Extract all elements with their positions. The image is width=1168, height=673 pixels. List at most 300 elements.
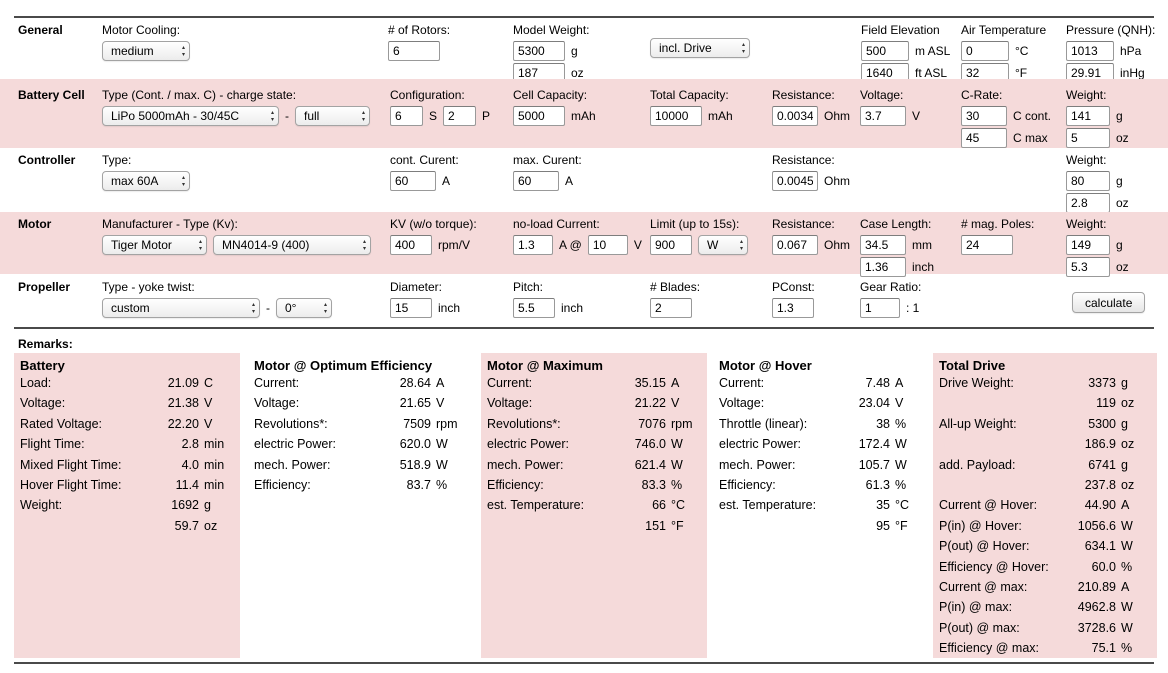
section-title-controller: Controller bbox=[18, 153, 76, 167]
cont-current-field bbox=[390, 153, 459, 191]
rotors-field bbox=[388, 23, 450, 61]
pitch-label: Pitch: bbox=[513, 280, 544, 294]
result-value: 11.4 bbox=[175, 477, 199, 492]
max-current-input[interactable] bbox=[513, 171, 559, 191]
cont-current-label: cont. Curent: bbox=[390, 153, 459, 167]
total-capacity-label: Total Capacity: bbox=[650, 88, 729, 102]
motor-hover-results-title: Motor @ Hover bbox=[719, 358, 812, 373]
result-unit: V bbox=[895, 396, 904, 411]
result-row bbox=[939, 580, 1149, 600]
controller-row bbox=[0, 148, 1168, 212]
battery-type-select[interactable] bbox=[102, 106, 279, 126]
result-unit: A bbox=[671, 376, 680, 390]
result-value: 210.89 bbox=[1077, 579, 1116, 594]
motor-brand-value: Tiger Motor bbox=[111, 237, 172, 252]
battery-weight-oz-input[interactable] bbox=[1066, 128, 1110, 148]
cont-current-input[interactable] bbox=[390, 171, 436, 191]
result-unit: % bbox=[895, 416, 907, 431]
rotors-label: # of Rotors: bbox=[388, 23, 451, 37]
result-value: 5300 bbox=[1088, 416, 1116, 431]
battery-resistance-input[interactable] bbox=[772, 106, 818, 126]
propeller-row bbox=[0, 274, 1168, 326]
result-row bbox=[254, 417, 464, 437]
air-temperature-f-unit: °F bbox=[1015, 65, 1028, 80]
result-row bbox=[20, 376, 232, 396]
result-row bbox=[487, 519, 699, 539]
result-unit: W bbox=[1121, 600, 1133, 615]
battery-resistance-field bbox=[772, 88, 850, 126]
motor-cooling-value: medium bbox=[111, 43, 154, 58]
total-drive-results-column bbox=[933, 353, 1157, 658]
result-value: 83.3 bbox=[641, 477, 666, 492]
kv-unit: rpm/V bbox=[438, 237, 471, 252]
pconst-field bbox=[772, 280, 815, 318]
battery-results-column bbox=[14, 353, 240, 658]
result-value: 28.64 bbox=[399, 376, 431, 390]
result-unit: V bbox=[204, 396, 213, 411]
result-unit: rpm bbox=[436, 416, 458, 431]
air-temperature-c-input[interactable] bbox=[961, 41, 1009, 61]
field-elevation-label: Field Elevation bbox=[861, 23, 940, 37]
result-row bbox=[939, 498, 1149, 518]
model-weight-g-unit: g bbox=[571, 43, 578, 58]
result-row bbox=[20, 478, 232, 498]
controller-resistance-input[interactable] bbox=[772, 171, 818, 191]
result-row bbox=[939, 600, 1149, 620]
pitch-unit: inch bbox=[561, 300, 584, 315]
blades-field bbox=[650, 280, 700, 318]
result-row bbox=[939, 437, 1149, 457]
result-unit: A bbox=[1121, 498, 1130, 513]
result-label: P(out) @ max: bbox=[939, 620, 1020, 635]
select-stepper-icon: ▴ ▾ bbox=[181, 44, 185, 58]
c-rate-max-input[interactable] bbox=[961, 128, 1007, 148]
result-unit: % bbox=[895, 477, 907, 492]
result-label: Voltage: bbox=[719, 396, 765, 411]
pressure-hpa-unit: hPa bbox=[1120, 43, 1142, 58]
result-row bbox=[719, 498, 923, 518]
motor-maximum-results-title: Motor @ Maximum bbox=[487, 358, 603, 373]
total-capacity-input[interactable] bbox=[650, 106, 702, 126]
no-load-volts-input[interactable] bbox=[588, 235, 628, 255]
field-elevation-m-input[interactable] bbox=[861, 41, 909, 61]
motor-weight-oz-unit: oz bbox=[1116, 259, 1129, 274]
no-load-amps-input[interactable] bbox=[513, 235, 553, 255]
configuration-s-unit: S bbox=[429, 108, 438, 123]
result-row bbox=[939, 621, 1149, 641]
result-row bbox=[254, 478, 464, 498]
result-unit: W bbox=[671, 437, 683, 452]
max-current-label: max. Curent: bbox=[513, 153, 582, 167]
yoke-twist-select[interactable] bbox=[276, 298, 332, 318]
result-value: 105.7 bbox=[858, 457, 890, 472]
air-temperature-label: Air Temperature bbox=[961, 23, 1047, 37]
select-stepper-icon: ▴ ▾ bbox=[270, 109, 274, 123]
configuration-field bbox=[390, 88, 490, 126]
battery-weight-field bbox=[1066, 88, 1129, 148]
yoke-twist-value: 0° bbox=[285, 300, 297, 315]
battery-cell-row bbox=[0, 79, 1168, 148]
result-label: Efficiency @ Hover: bbox=[939, 559, 1049, 574]
configuration-p-input[interactable] bbox=[443, 106, 476, 126]
result-value: 23.04 bbox=[858, 396, 890, 411]
result-unit: min bbox=[204, 437, 225, 452]
result-value: 7509 bbox=[403, 416, 431, 431]
result-label: Efficiency @ max: bbox=[939, 641, 1039, 656]
result-value: 66 bbox=[652, 498, 666, 513]
result-value: 59.7 bbox=[174, 518, 199, 533]
blades-label: # Blades: bbox=[650, 280, 701, 294]
diameter-label: Diameter: bbox=[390, 280, 443, 294]
result-row bbox=[939, 560, 1149, 580]
motor-resistance-field bbox=[772, 217, 850, 255]
drive-incl-value: incl. Drive bbox=[659, 40, 712, 55]
motor-resistance-label: Resistance: bbox=[772, 217, 835, 231]
result-value: 95 bbox=[876, 518, 890, 533]
motor-resistance-unit: Ohm bbox=[824, 237, 851, 252]
battery-voltage-input[interactable] bbox=[860, 106, 906, 126]
rotors-input[interactable] bbox=[388, 41, 440, 61]
motor-maximum-results-rows bbox=[487, 376, 699, 539]
configuration-label: Configuration: bbox=[390, 88, 465, 102]
result-value: 634.1 bbox=[1084, 539, 1116, 554]
battery-type-dash: - bbox=[285, 108, 289, 123]
result-unit: min bbox=[204, 477, 225, 492]
motor-model-value: MN4014-9 (400) bbox=[222, 237, 310, 252]
c-rate-field bbox=[961, 88, 1051, 148]
case-length-field bbox=[860, 217, 934, 277]
battery-type-value: LiPo 5000mAh - 30/45C bbox=[111, 108, 240, 123]
cell-capacity-input[interactable] bbox=[513, 106, 565, 126]
result-unit: W bbox=[895, 457, 907, 472]
result-value: 75.1 bbox=[1091, 641, 1116, 656]
result-value: 21.09 bbox=[167, 376, 199, 390]
result-label: Revolutions*: bbox=[254, 416, 328, 431]
pressure-inhg-unit: inHg bbox=[1120, 65, 1145, 80]
result-label: Weight: bbox=[20, 498, 63, 513]
drive-incl-select[interactable] bbox=[650, 38, 750, 58]
battery-results-rows bbox=[20, 376, 232, 539]
propeller-type-value: custom bbox=[111, 300, 150, 315]
result-row bbox=[254, 458, 464, 478]
pitch-field bbox=[513, 280, 583, 318]
result-label: Drive Weight: bbox=[939, 376, 1014, 390]
result-value: 7076 bbox=[638, 416, 666, 431]
result-label: mech. Power: bbox=[254, 457, 331, 472]
result-value: 83.7 bbox=[406, 477, 431, 492]
section-title-propeller: Propeller bbox=[18, 280, 71, 294]
result-unit: C bbox=[204, 376, 214, 390]
motor-weight-g-input[interactable] bbox=[1066, 235, 1110, 255]
result-row bbox=[20, 417, 232, 437]
result-label: Current @ max: bbox=[939, 579, 1028, 594]
result-label: Flight Time: bbox=[20, 437, 85, 452]
mag-poles-label: # mag. Poles: bbox=[961, 217, 1035, 231]
result-row bbox=[254, 437, 464, 457]
cont-current-unit: A bbox=[442, 173, 451, 188]
cell-capacity-unit: mAh bbox=[571, 108, 596, 123]
case-length-mm-unit: mm bbox=[912, 237, 932, 252]
diameter-input[interactable] bbox=[390, 298, 432, 318]
propeller-type-field bbox=[102, 280, 332, 318]
select-stepper-icon: ▴ ▾ bbox=[739, 238, 743, 252]
result-row bbox=[487, 396, 699, 416]
mag-poles-input[interactable] bbox=[961, 235, 1013, 255]
result-value: 21.38 bbox=[167, 396, 199, 411]
result-unit: oz bbox=[1121, 437, 1135, 452]
configuration-s-input[interactable] bbox=[390, 106, 423, 126]
bottom-separator bbox=[14, 662, 1154, 664]
field-elevation-m-unit: m ASL bbox=[915, 43, 951, 58]
controller-type-select[interactable] bbox=[102, 171, 190, 191]
motor-resistance-input[interactable] bbox=[772, 235, 818, 255]
result-label: Rated Voltage: bbox=[20, 416, 103, 431]
result-row bbox=[939, 417, 1149, 437]
cell-capacity-field bbox=[513, 88, 596, 126]
result-label: Efficiency: bbox=[487, 477, 544, 492]
result-row bbox=[719, 437, 923, 457]
gear-ratio-input[interactable] bbox=[860, 298, 900, 318]
c-rate-cont-unit: C cont. bbox=[1013, 108, 1052, 123]
battery-weight-oz-unit: oz bbox=[1116, 130, 1129, 145]
charge-state-select[interactable] bbox=[295, 106, 370, 126]
result-unit: W bbox=[1121, 539, 1133, 554]
calculate-field bbox=[1072, 292, 1145, 313]
kv-label: KV (w/o torque): bbox=[390, 217, 477, 231]
section-title-battery-cell: Battery Cell bbox=[18, 88, 85, 102]
result-label: mech. Power: bbox=[719, 457, 796, 472]
result-row bbox=[719, 519, 923, 539]
motor-hover-results-column bbox=[713, 353, 931, 658]
result-row bbox=[20, 498, 232, 518]
max-current-unit: A bbox=[565, 173, 574, 188]
battery-type-field bbox=[102, 88, 370, 126]
result-label: Voltage: bbox=[487, 396, 533, 411]
result-label: Current @ Hover: bbox=[939, 498, 1038, 513]
middle-separator bbox=[14, 327, 1154, 329]
result-label: All-up Weight: bbox=[939, 416, 1017, 431]
motor-brand-select[interactable] bbox=[102, 235, 207, 255]
field-elevation-field bbox=[861, 23, 950, 83]
result-unit: W bbox=[436, 457, 448, 472]
field-elevation-ft-unit: ft ASL bbox=[915, 65, 948, 80]
no-load-mid-label: A @ bbox=[559, 237, 582, 252]
result-row bbox=[487, 498, 699, 518]
no-load-volts-unit: V bbox=[633, 237, 642, 252]
controller-weight-oz-input[interactable] bbox=[1066, 193, 1110, 213]
result-value: 21.22 bbox=[634, 396, 666, 411]
result-label: Throttle (linear): bbox=[719, 416, 808, 431]
result-label: Efficiency: bbox=[719, 477, 776, 492]
result-row bbox=[939, 519, 1149, 539]
motor-weight-field bbox=[1066, 217, 1129, 277]
battery-weight-g-unit: g bbox=[1116, 108, 1123, 123]
result-label: Voltage: bbox=[20, 396, 66, 411]
result-unit: % bbox=[1121, 641, 1133, 656]
result-row bbox=[939, 641, 1149, 661]
limit-unit-select[interactable] bbox=[698, 235, 748, 255]
result-unit: W bbox=[671, 457, 683, 472]
battery-weight-g-input[interactable] bbox=[1066, 106, 1110, 126]
air-temperature-c-unit: °C bbox=[1015, 43, 1029, 58]
result-unit: V bbox=[436, 396, 445, 411]
motor-maximum-results-column bbox=[481, 353, 707, 658]
result-value: 3373 bbox=[1088, 376, 1116, 390]
result-unit: min bbox=[204, 457, 225, 472]
total-drive-results-title: Total Drive bbox=[939, 358, 1006, 373]
result-value: 7.48 bbox=[865, 376, 890, 390]
controller-weight-g-unit: g bbox=[1116, 173, 1123, 188]
total-capacity-unit: mAh bbox=[708, 108, 733, 123]
motor-optimum-results-rows bbox=[254, 376, 464, 498]
select-stepper-icon: ▴ ▾ bbox=[251, 301, 255, 315]
result-unit: W bbox=[436, 437, 448, 452]
result-unit: A bbox=[895, 376, 904, 390]
result-label: P(in) @ max: bbox=[939, 600, 1013, 615]
motor-manufacturer-field bbox=[102, 217, 371, 255]
no-load-current-label: no-load Current: bbox=[513, 217, 600, 231]
motor-optimum-results-column bbox=[248, 353, 472, 658]
limit-input[interactable] bbox=[650, 235, 692, 255]
select-stepper-icon: ▴ ▾ bbox=[361, 109, 365, 123]
section-title-general: General bbox=[18, 23, 63, 37]
result-row bbox=[20, 396, 232, 416]
result-unit: A bbox=[1121, 579, 1130, 594]
result-row bbox=[20, 437, 232, 457]
result-value: 38 bbox=[876, 416, 890, 431]
diameter-field bbox=[390, 280, 460, 318]
result-unit: % bbox=[436, 477, 448, 492]
cell-capacity-label: Cell Capacity: bbox=[513, 88, 588, 102]
result-label: P(in) @ Hover: bbox=[939, 518, 1022, 533]
select-stepper-icon: ▴ ▾ bbox=[741, 41, 745, 55]
result-row bbox=[487, 437, 699, 457]
motor-model-select[interactable] bbox=[213, 235, 371, 255]
result-value: 60.0 bbox=[1091, 559, 1116, 574]
limit-field bbox=[650, 217, 748, 255]
drive-incl-field bbox=[650, 37, 750, 58]
result-label: est. Temperature: bbox=[487, 498, 585, 513]
battery-resistance-unit: Ohm bbox=[824, 108, 851, 123]
case-length-mm-input[interactable] bbox=[860, 235, 906, 255]
remarks-label: Remarks: bbox=[18, 337, 73, 351]
mag-poles-field bbox=[961, 217, 1034, 255]
battery-weight-label: Weight: bbox=[1066, 88, 1107, 102]
battery-voltage-label: Voltage: bbox=[860, 88, 904, 102]
result-value: 186.9 bbox=[1084, 437, 1116, 452]
result-row bbox=[939, 396, 1149, 416]
result-value: 3728.6 bbox=[1077, 620, 1116, 635]
result-value: 172.4 bbox=[858, 437, 890, 452]
result-row bbox=[487, 417, 699, 437]
propeller-type-select[interactable] bbox=[102, 298, 260, 318]
select-stepper-icon: ▴ ▾ bbox=[181, 174, 185, 188]
battery-voltage-unit: V bbox=[912, 108, 921, 123]
result-unit: oz bbox=[1121, 477, 1135, 492]
battery-type-label: Type (Cont. / max. C) - charge state: bbox=[102, 88, 297, 102]
result-value: 6741 bbox=[1088, 457, 1116, 472]
result-row bbox=[20, 458, 232, 478]
pressure-hpa-input[interactable] bbox=[1066, 41, 1114, 61]
motor-cooling-select[interactable] bbox=[102, 41, 190, 61]
result-unit: °C bbox=[895, 498, 910, 513]
total-drive-results-rows bbox=[939, 376, 1149, 661]
section-title-motor: Motor bbox=[18, 217, 52, 231]
kv-input[interactable] bbox=[390, 235, 432, 255]
pconst-input[interactable] bbox=[772, 298, 814, 318]
general-row bbox=[0, 20, 1168, 79]
controller-weight-label: Weight: bbox=[1066, 153, 1107, 167]
controller-resistance-label: Resistance: bbox=[772, 153, 835, 167]
result-row bbox=[20, 519, 232, 539]
motor-weight-label: Weight: bbox=[1066, 217, 1107, 231]
charge-state-value: full bbox=[304, 108, 320, 123]
pitch-input[interactable] bbox=[513, 298, 555, 318]
controller-type-field bbox=[102, 153, 190, 191]
result-unit: W bbox=[1121, 518, 1133, 533]
controller-resistance-field bbox=[772, 153, 850, 191]
result-unit: W bbox=[1121, 620, 1133, 635]
result-label: Mixed Flight Time: bbox=[20, 457, 122, 472]
controller-weight-g-input[interactable] bbox=[1066, 171, 1110, 191]
model-weight-g-input[interactable] bbox=[513, 41, 565, 61]
result-row bbox=[939, 478, 1149, 498]
limit-unit-value: W bbox=[707, 237, 719, 252]
c-rate-label: C-Rate: bbox=[961, 88, 1003, 102]
blades-input[interactable] bbox=[650, 298, 692, 318]
motor-cooling-label: Motor Cooling: bbox=[102, 23, 181, 37]
result-label: est. Temperature: bbox=[719, 498, 817, 513]
motor-row bbox=[0, 212, 1168, 274]
calculate-button[interactable]: calculate bbox=[1072, 292, 1145, 313]
model-weight-oz-unit: oz bbox=[571, 65, 584, 80]
result-value: 35.15 bbox=[634, 376, 666, 390]
result-unit: °F bbox=[895, 518, 908, 533]
result-value: 237.8 bbox=[1084, 477, 1116, 492]
pconst-label: PConst: bbox=[772, 280, 815, 294]
select-stepper-icon: ▴ ▾ bbox=[362, 238, 366, 252]
battery-voltage-field bbox=[860, 88, 920, 126]
model-weight-label: Model Weight: bbox=[513, 23, 590, 37]
result-unit: g bbox=[204, 498, 211, 513]
result-unit: % bbox=[1121, 559, 1133, 574]
result-value: 44.90 bbox=[1084, 498, 1116, 513]
propeller-type-label: Type - yoke twist: bbox=[102, 280, 195, 294]
result-unit: oz bbox=[1121, 396, 1135, 411]
model-weight-field bbox=[513, 23, 589, 83]
result-unit: g bbox=[1121, 416, 1128, 431]
result-row bbox=[487, 478, 699, 498]
diameter-unit: inch bbox=[438, 300, 461, 315]
gear-ratio-suffix: : 1 bbox=[906, 300, 920, 315]
result-unit: g bbox=[1121, 457, 1128, 472]
result-unit: °C bbox=[671, 498, 686, 513]
c-rate-max-unit: C max bbox=[1013, 130, 1048, 145]
case-length-inch-unit: inch bbox=[912, 259, 935, 274]
result-label: add. Payload: bbox=[939, 457, 1016, 472]
motor-manufacturer-label: Manufacturer - Type (Kv): bbox=[102, 217, 238, 231]
c-rate-cont-input[interactable] bbox=[961, 106, 1007, 126]
kv-field bbox=[390, 217, 477, 255]
case-length-label: Case Length: bbox=[860, 217, 932, 231]
result-label: Efficiency: bbox=[254, 477, 311, 492]
result-label: Load: bbox=[20, 376, 52, 390]
controller-resistance-unit: Ohm bbox=[824, 173, 851, 188]
result-label: electric Power: bbox=[254, 437, 336, 452]
configuration-p-unit: P bbox=[482, 108, 491, 123]
controller-type-label: Type: bbox=[102, 153, 132, 167]
controller-weight-oz-unit: oz bbox=[1116, 195, 1129, 210]
